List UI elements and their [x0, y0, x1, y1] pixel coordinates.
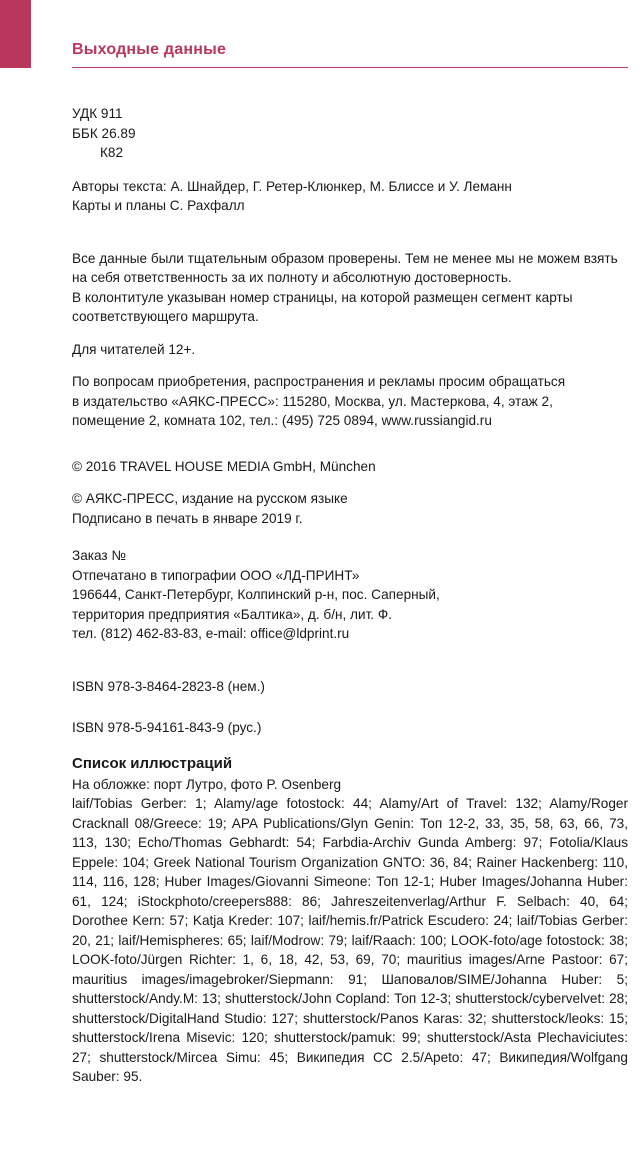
printing-line: Заказ №	[72, 548, 127, 563]
disclaimer-block	[72, 249, 628, 327]
contacts-line: в издательство «АЯКС-ПРЕСС»: 115280, Москва, ул. Мастеркова, 4, этаж 2,	[72, 393, 553, 409]
contacts-line: По вопросам приобретения, распространения и рекламы просим обращаться	[72, 374, 566, 389]
printing-line: территория предприятия «Балтика», д. б/н, лит. Ф.	[72, 606, 392, 622]
contacts-block	[72, 372, 628, 431]
illustration-credits: laif/Tobias Gerber: 1; Alamy/age fotostock: 44; Alamy/Art of Travel: 132; Alamy/Roger Cracknall 08/Greece: 19; APA Publications/Glyn Genin: Топ 12-2, 33, 35, 58, 63, 66, 73, 113, 130; Echo/Thomas Gebhardt: 54; Farbdia-Archiv Gunda Amberg: 97; Fotolia/Klaus Eppele: 104; Greek National Tourism Organization GNTO: 36, 84; Rainer Hackenberg: 110, 114, 116, 128; Huber Images/Giovanni Simeone: Топ 12-1; Huber Images/Johanna Huber: 61, 124; iStockphoto/creepers888: 86; Jahreszeitenverlag/Arthur F. Selbach: 40, 64; Dorothee Kern: 57; Katja Kreder: 107; laif/hemis.fr/Patrick Escudero: 24; laif/Tobias Gerber: 20, 21; laif/Hemispheres: 65; laif/Modrow: 79; laif/Raach: 100; LOOK-foto/age fotostock: 38; LOOK-foto/Jürgen Richter: 1, 6, 18, 42, 53, 69, 70; mauritius images/Arne Pastoor: 67; mauritius images/imagebroker/Siepmann: 91; Шаповалов/SIME/Johanna Huber: 5; shutterstock/Andy.M: 13; shutterstock/John Copland: Топ 12-3; shutterstock/cybervelvet: 28; shutterstock/DigitalHand Studio: 127; shutterstock/Panos Karas: 32; shutterstock/leoks: 15; shutterstock/Irena Misevic: 120; shutterstock/pamuk: 99; shutterstock/Asta Plechaviciutes: 27; shutterstock/Mircea Simu: 45; Википедия CC 2.5/Apeto: 47; Википедия/Wolfgang Sauber: 95.	[72, 796, 628, 1084]
cover-photo-credit: На обложке: порт Лутро, фото P. Osenberg	[72, 776, 342, 792]
original-copyright: © 2016 TRAVEL HOUSE MEDIA GmbH, München	[72, 458, 376, 474]
contacts-line: помещение 2, комната 102, тел.: (495) 725 0894, www.russiangid.ru	[72, 413, 492, 428]
printing-block	[72, 546, 628, 644]
isbn-russian: ISBN 978-5-94161-843-9 (рус.)	[72, 720, 262, 735]
signed-to-print: Подписано в печать в январе 2019 г.	[72, 510, 303, 526]
text-authors: Авторы текста: А. Шнайдер, Г. Ретер-Клюнкер, М. Блиссе и У. Леманн	[72, 178, 512, 194]
disclaimer-line: В колонтитуле указыван номер страницы, на которой размещен сегмент карты	[72, 289, 573, 305]
disclaimer-line: на себя ответственность за их полноту и абсолютную достоверность.	[72, 270, 512, 285]
map-authors: Карты и планы С. Рахфалл	[72, 198, 245, 213]
printing-line: Отпечатано в типографии ООО «ЛД-ПРИНТ»	[72, 567, 360, 583]
illustrations-heading: Список иллюстраций	[72, 754, 233, 772]
disclaimer-line: соответствующего маршрута.	[72, 309, 259, 324]
disclaimer-line: Все данные были тщательным образом проверены. Тем не менее мы не можем взять	[72, 250, 618, 266]
author-mark: К82	[100, 145, 124, 160]
page-title: Выходные данные	[72, 41, 227, 58]
russian-copyright: © АЯКС-ПРЕСС, издание на русском языке	[72, 491, 348, 506]
corner-color-tab	[0, 0, 31, 68]
printing-line: 196644, Санкт-Петербург, Колпинский р-н, пос. Саперный,	[72, 587, 440, 602]
bbk-code: ББК 26.89	[72, 125, 136, 141]
age-rating: Для читателей 12+.	[72, 341, 196, 357]
imprint-content	[72, 104, 628, 1087]
isbn-german: ISBN 978-3-8464-2823-8 (нем.)	[72, 678, 265, 694]
header-divider	[72, 67, 628, 68]
udk-code: УДК 911	[72, 106, 123, 121]
printing-line: тел. (812) 462-83-83, e-mail: office@ldprint.ru	[72, 626, 350, 641]
